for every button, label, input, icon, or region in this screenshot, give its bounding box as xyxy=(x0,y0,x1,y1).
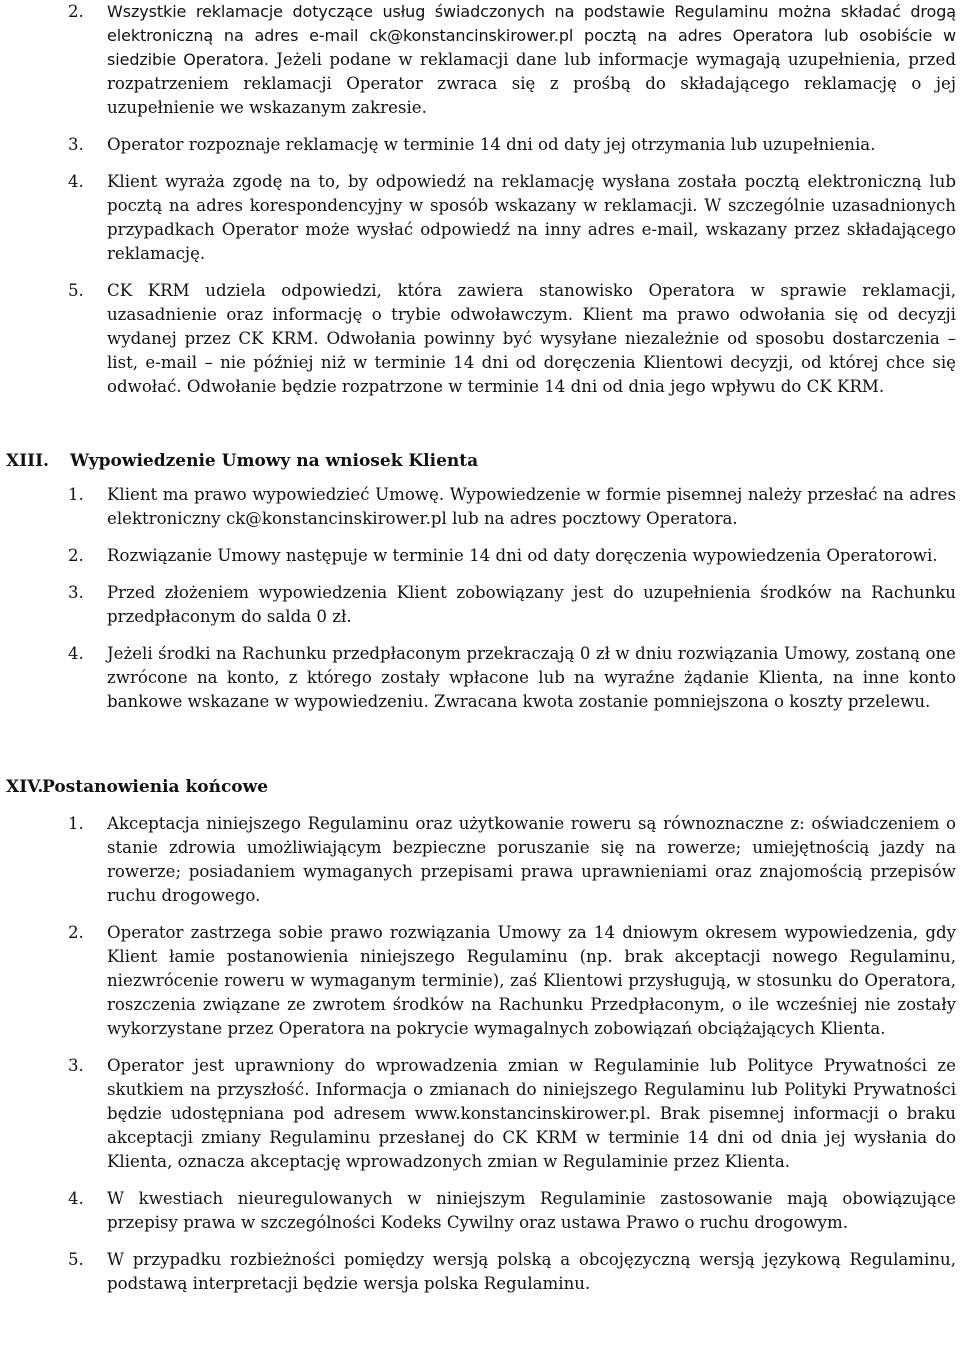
item-number: 3. xyxy=(68,583,84,602)
item-text: Klient wyraża zgodę na to, by odpowiedź na reklamację wysłana została pocztą elektroniczną lub pocztą na adres korespondencyjny w sposób wskazany w reklamacji. W szczególnie uzasadnionych przypadkach Operator może wysłać odpowiedź na inny adres e-mail, wskazany przez składającego reklamację. xyxy=(107,172,956,263)
complaints-item-4 xyxy=(0,170,960,266)
final-provisions-list xyxy=(0,812,960,1309)
item-number: 2. xyxy=(68,546,84,565)
complaints-item-5 xyxy=(0,279,960,399)
item-text: Operator zastrzega sobie prawo rozwiązania Umowy za 14 dniowym okresem wypowiedzenia, gdy Klient łamie postanowienia niniejszego Regulaminu (np. brak akceptacji nowego Regulaminu, niezwrócenie roweru w wymaganym terminie), zaś Klientowi przysługują, w stosunku do Operatora, roszczenia związane ze zwrotem środków na Rachunku Przedpłaconym, o ile wcześniej nie zostały wykorzystane przez Operatora na pokrycie wymagalnych zobowiązań obciążających Klienta. xyxy=(107,923,956,1038)
item-number: 1. xyxy=(68,485,84,504)
termination-item-1 xyxy=(0,483,960,531)
item-text: Operator jest uprawniony do wprowadzenia zmian w Regulaminie lub Polityce Prywatności ze skutkiem na przyszłość. Informacja o zmianach do niniejszego Regulaminu lub Polityki Prywatności będzie udostępniana pod adresem www.konstancinskirower.pl. Brak pisemnej informacji o braku akceptacji zmiany Regulaminu przesłanej do CK KRM w terminie 14 dni od dnia jej wysłania do Klienta, oznacza akceptację wprowadzonych zmian w Regulaminie przez Klienta. xyxy=(107,1056,956,1171)
item-text: Operator rozpoznaje reklamację w terminie 14 dni od daty jej otrzymania lub uzupełnienia. xyxy=(107,135,876,154)
complaints-item-3 xyxy=(0,133,960,157)
item-number: 4. xyxy=(68,172,84,191)
item-number: 4. xyxy=(68,1189,84,1208)
item-number: 5. xyxy=(68,1250,84,1269)
item-number: 3. xyxy=(68,1056,84,1075)
termination-item-2 xyxy=(0,544,960,568)
termination-item-4 xyxy=(0,642,960,714)
item-number: 1. xyxy=(68,814,84,833)
item-text: W kwestiach nieuregulowanych w niniejszym Regulaminie zastosowanie mają obowiązujące przepisy prawa w szczególności Kodeks Cywilny oraz ustawa Prawo o ruchu drogowym. xyxy=(107,1189,956,1232)
section-number: XIII. xyxy=(6,451,49,471)
final-provisions-item-5 xyxy=(0,1248,960,1296)
section-title: Postanowienia końcowe xyxy=(42,777,269,797)
item-text: Akceptacja niniejszego Regulaminu oraz użytkowanie roweru są równoznaczne z: oświadczeniem o stanie zdrowia umożliwiającym bezpieczne poruszanie się na rowerze; umiejętnością jazdy na rowerze; posiadaniem wymaganych przepisami prawa uprawnieniami oraz znajomością przepisów ruchu drogowego. xyxy=(107,814,956,905)
item-number: 2. xyxy=(68,2,84,21)
item-text: W przypadku rozbieżności pomiędzy wersją polską a obcojęzyczną wersją językową Regulaminu, podstawą interpretacji będzie wersja polska Regulaminu. xyxy=(107,1250,956,1293)
termination-item-3 xyxy=(0,581,960,629)
item-text: Rozwiązanie Umowy następuje w terminie 14 dni od daty doręczenia wypowiedzenia Operatorowi. xyxy=(107,546,938,565)
item-number: 3. xyxy=(68,135,84,154)
item-text: Jeżeli środki na Rachunku przedpłaconym przekraczają 0 zł w dniu rozwiązania Umowy, zostaną one zwrócone na konto, z którego zostały wpłacone lub na wyraźne żądanie Klienta, na inne konto bankowe wskazane w wypowiedzeniu. Zwracana kwota zostanie pomniejszona o koszty przelewu. xyxy=(107,644,956,711)
final-provisions-item-2 xyxy=(0,921,960,1041)
item-text: Przed złożeniem wypowiedzenia Klient zobowiązany jest do uzupełnienia środków na Rachunku przedpłaconym do salda 0 zł. xyxy=(107,583,956,626)
termination-list xyxy=(0,483,960,727)
item-text-part-b: Jeżeli podane w reklamacji dane lub informacje wymagają uzupełnienia, przed rozpatrzeniem reklamacji Operator zwraca się z prośbą do składającego reklamację o jej uzupełnienie we wskazanym zakresie. xyxy=(107,50,956,117)
final-provisions-item-3 xyxy=(0,1054,960,1174)
item-number: 5. xyxy=(68,281,84,300)
complaints-list xyxy=(0,0,960,412)
item-text-part-a: Wszystkie reklamacje dotyczące usług świadczonych na podstawie Regulaminu można składać drogą elektroniczną na adres e-mail ck@konstancinskirower.pl pocztą na adres Operatora lub osobiście w siedzibie Operatora. xyxy=(107,2,956,69)
item-number: 2. xyxy=(68,923,84,942)
section-number: XIV. xyxy=(6,777,44,797)
item-number: 4. xyxy=(68,644,84,663)
final-provisions-item-1 xyxy=(0,812,960,908)
complaints-item-2 xyxy=(0,0,960,120)
item-text: Klient ma prawo wypowiedzieć Umowę. Wypowiedzenie w formie pisemnej należy przesłać na adres elektroniczny ck@konstancinskirower.pl lub na adres pocztowy Operatora. xyxy=(107,485,956,528)
item-text: CK KRM udziela odpowiedzi, która zawiera stanowisko Operatora w sprawie reklamacji, uzasadnienie oraz informację o trybie odwoławczym. Klient ma prawo odwołania się od decyzji wydanej przez CK KRM. Odwołania powinny być wysyłane niezależnie od sposobu dostarczenia – list, e-mail – nie później niż w terminie 14 dni od doręczenia Klientowi decyzji, od której chce się odwołać. Odwołanie będzie rozpatrzone w terminie 14 dni od dnia jego wpływu do CK KRM. xyxy=(107,281,956,396)
final-provisions-item-4 xyxy=(0,1187,960,1235)
section-title: Wypowiedzenie Umowy na wniosek Klienta xyxy=(70,451,479,471)
